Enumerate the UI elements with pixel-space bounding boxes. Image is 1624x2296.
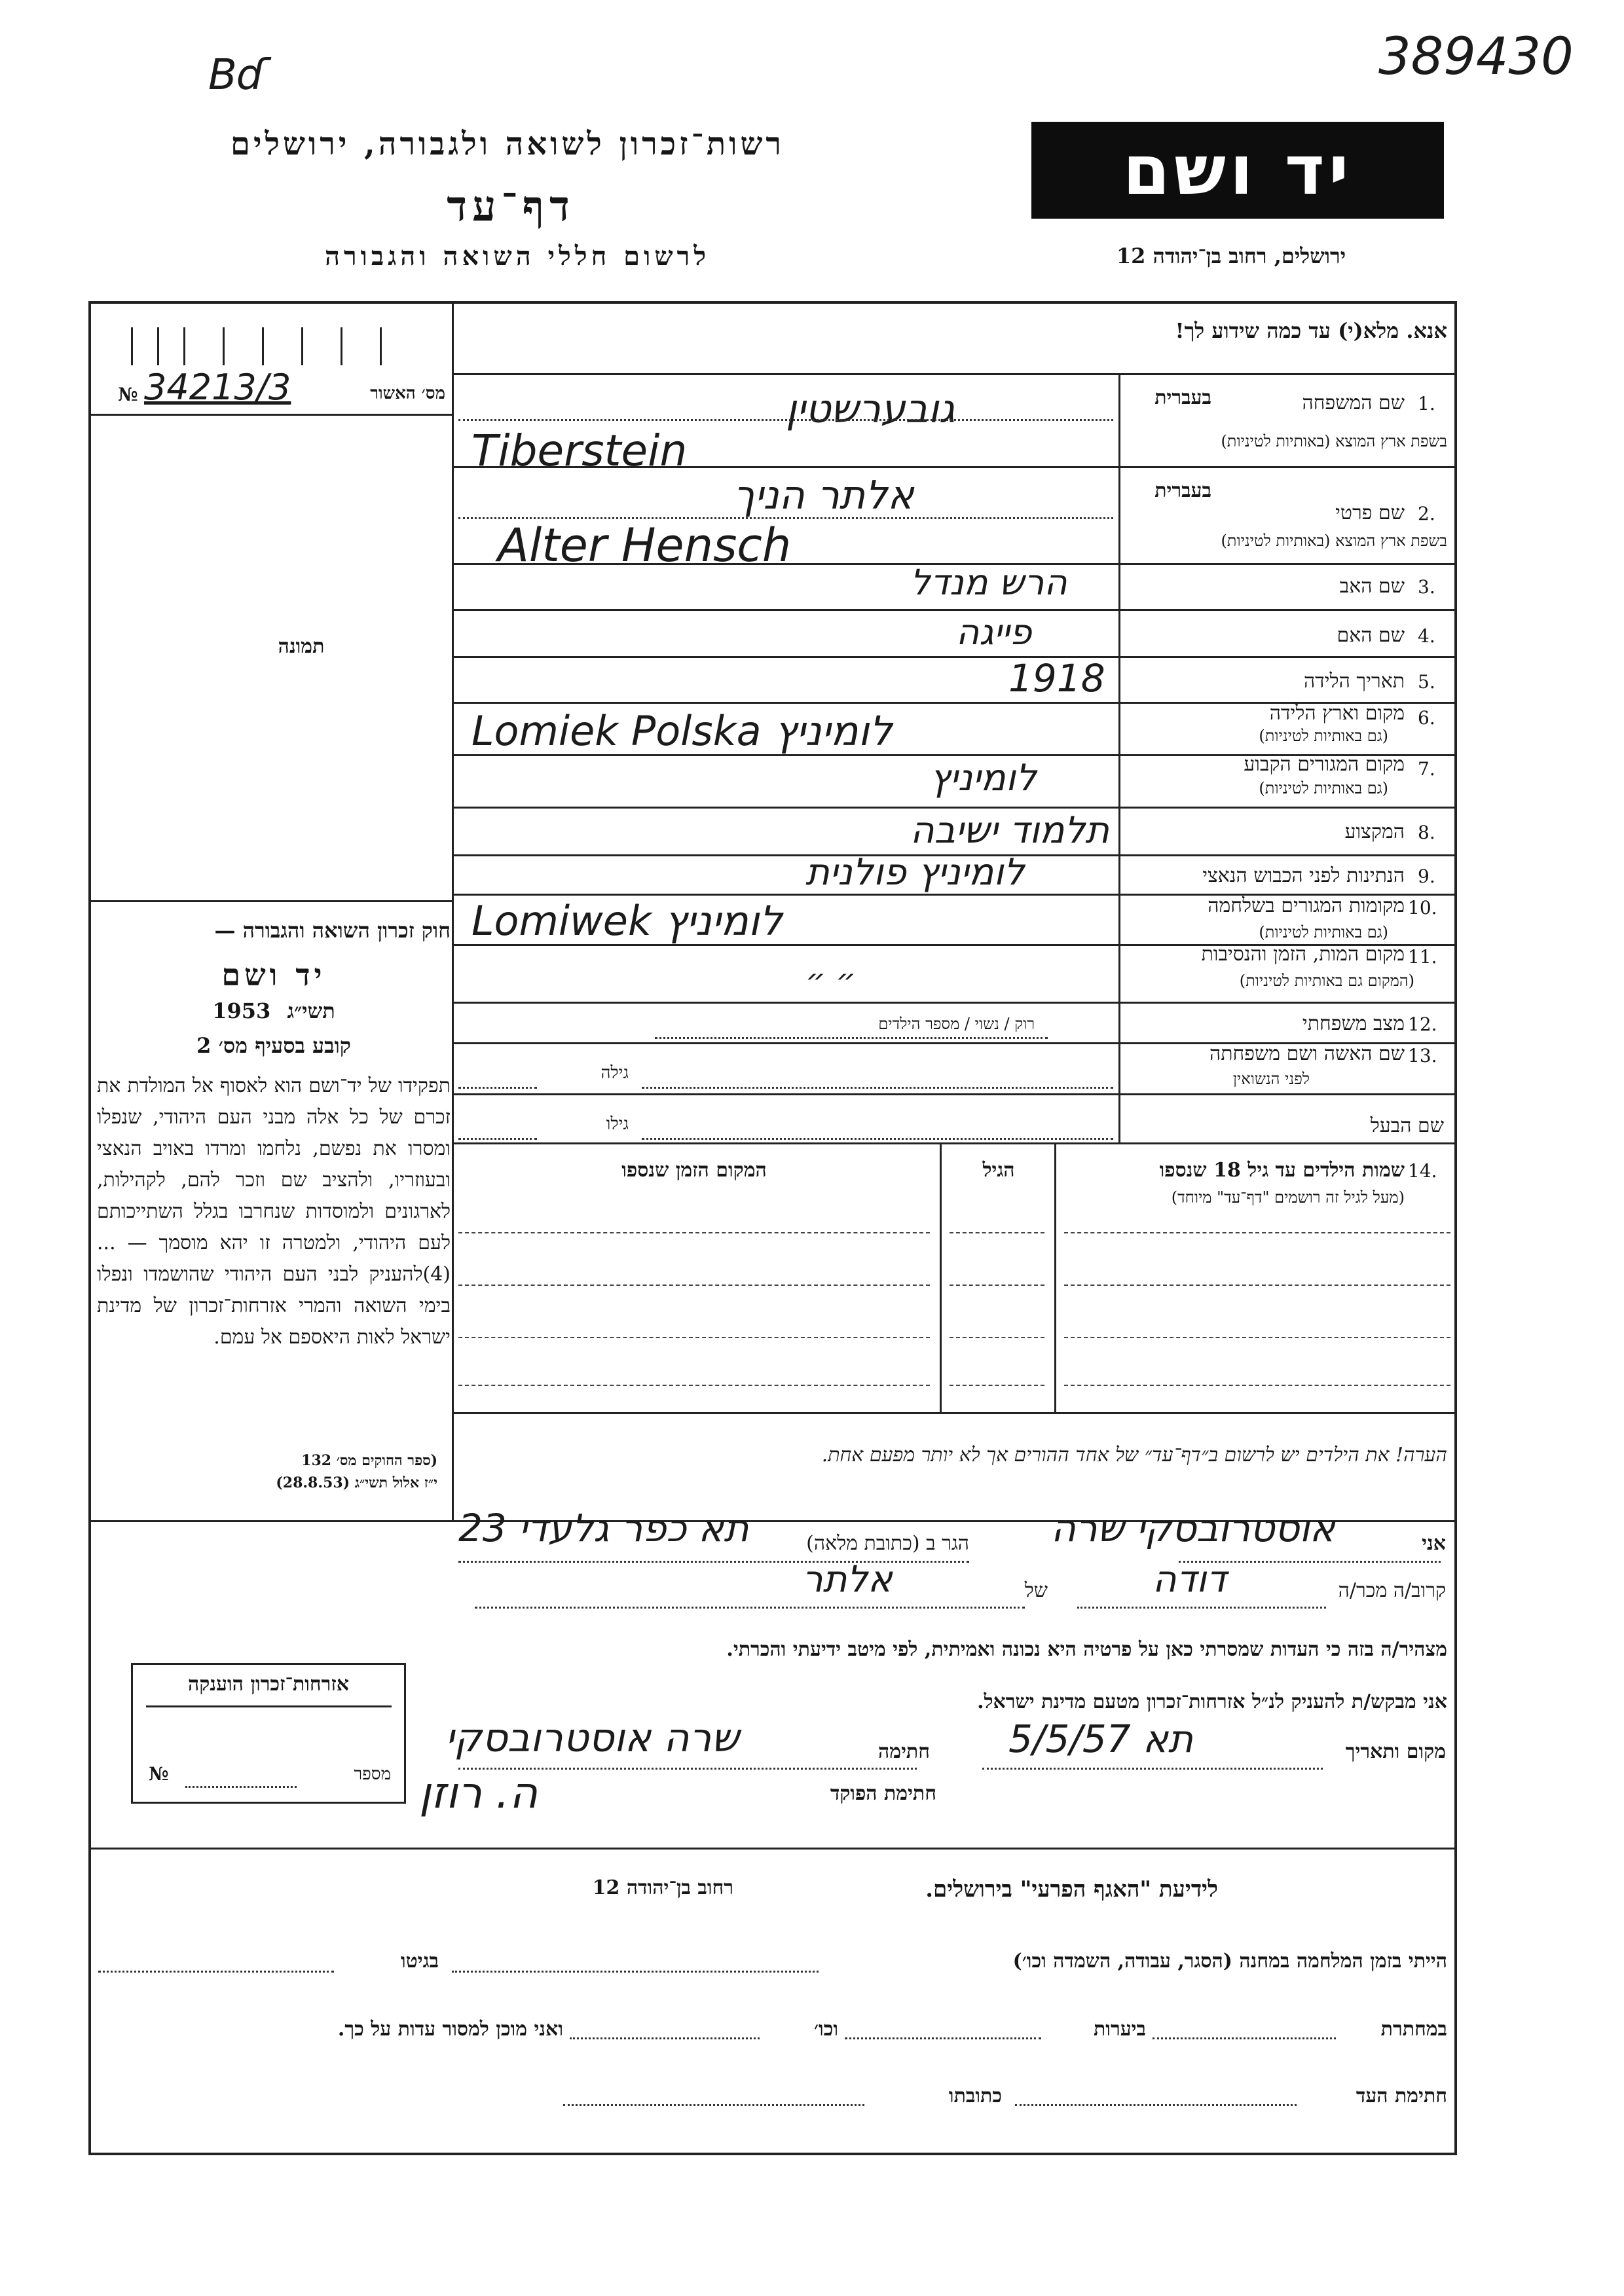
field-13-number: 13. [1408, 1045, 1437, 1066]
field-5-number: 5. [1418, 671, 1435, 693]
officer-signature: ה. רוזן [419, 1768, 538, 1818]
field-6-number: 6. [1418, 707, 1435, 729]
field-11-label: מקום המות, הזמן והנסיבות [1201, 943, 1405, 966]
bottom-title-address: רחוב בן־יהודה 12 [592, 1876, 733, 1899]
officer-signature-label: חתימת הפוקד [830, 1782, 936, 1805]
declaration-i-label: אני [1422, 1532, 1446, 1555]
bottom-address-label: כתובתו [948, 2085, 1002, 2107]
field-3-number: 3. [1418, 576, 1435, 598]
field-2-sublabel: בשפת ארץ המוצא (באותיות לטיניות) [1221, 532, 1447, 550]
field-9-value: לומיניץ פולנית [805, 851, 1025, 894]
relation-person: אלתר [802, 1558, 893, 1601]
field-13-age-label: גילה [600, 1063, 629, 1083]
field-10-number: 10. [1408, 897, 1437, 919]
field-10-value: Lomiwek לומיניץ [471, 897, 783, 945]
field-13-label: שם האשה ושם משפחתה [1209, 1042, 1405, 1065]
bottom-ghetto-label: בגיטו [400, 1950, 439, 1973]
field-14-place-header: המקום הזמן שנספו [621, 1159, 767, 1182]
field-8-number: 8. [1418, 822, 1435, 843]
citizenship-box-title: אזרחות־זכרון הוענקה [187, 1673, 350, 1696]
field-9-number: 9. [1418, 866, 1435, 887]
field-2-number: 2. [1418, 503, 1435, 524]
signature-label: חתימה [878, 1740, 930, 1763]
place-date-value: תא 5/5/57 [1008, 1717, 1194, 1761]
law-reference-1: (ספר החוקים מס׳ 132 [301, 1452, 437, 1469]
children-note: הערה! את הילדים יש לרשום ב״דף־עד״ של אחד ההורים אך לא יותר מפעם אחת. [821, 1444, 1447, 1467]
field-1-hebrew-value: גובערשטין [786, 386, 955, 432]
approval-ticks [92, 327, 452, 367]
field-13-sublabel: לפני הנשואין [1232, 1070, 1310, 1088]
field-14-number: 14. [1408, 1160, 1437, 1182]
declarant-address: תא כפר גלעדי 23 [458, 1506, 749, 1550]
field-4-label: שם האם [1337, 624, 1405, 647]
declarant-name: אוסטרובסקי שרה [1051, 1506, 1335, 1550]
field-1-hebrew-tag: בעברית [1154, 386, 1211, 409]
declaration-address-label: הגר ב (כתובת מלאה) [806, 1532, 969, 1555]
field-2-label: שם פרטי [1335, 501, 1405, 524]
relation-value: דודה [1153, 1558, 1227, 1601]
field-11-value: ״ ״ [805, 962, 857, 999]
law-name: יד ושם [221, 957, 326, 993]
field-1-number: 1. [1418, 393, 1435, 414]
husband-age-label: גילו [606, 1114, 629, 1134]
field-2-hebrew-value: אלתר הניך [733, 473, 914, 519]
intro-line: אנא. מלא(י) עד כמה שידוע לך! [1175, 318, 1447, 343]
field-7-sublabel: (גם באותיות לטיניות) [1259, 779, 1388, 797]
field-6-sublabel: (גם באותיות לטיניות) [1259, 727, 1388, 745]
handwritten-mark-left: Bɗ [208, 51, 268, 100]
bottom-forests-label: ביערות [1093, 2018, 1146, 2041]
bottom-etc-label: וכו׳ [814, 2018, 838, 2041]
field-14-label: שמות הילדים עד גיל 18 שנספו [1159, 1159, 1405, 1182]
bottom-testimony-offer: ואני מוכן למסור עדות על כך. [337, 2018, 563, 2041]
law-year: 1953 [212, 998, 271, 1023]
organization-line: רשות־זכרון לשואה ולגבורה, ירושלים [230, 126, 785, 162]
field-4-number: 4. [1418, 625, 1435, 647]
field-10-sublabel: (גם באותיות לטיניות) [1259, 923, 1388, 941]
place-date-label: מקום ותאריך [1345, 1740, 1446, 1763]
field-11-sublabel: (המקום גם באותיות לטיניות) [1239, 972, 1414, 990]
field-1-label: שם המשפחה [1302, 392, 1405, 414]
law-body: תפקידו של יד־ושם הוא לאסוף אל המולדת את זכרם של כל אלה מבני העם היהודי, שנפלו ומסרו את נפשם, נלחמו ומרדו באויב הנאצי ובעוזריו, ולהציב שם וזכר להם, לקהילות, לארגונים ולמוסדות שנחרבו בגלל השתייכותם לעם היהודי, ולמטרה זו יהא מוסמך — ...(4)להעניק לבני העם היהודי שהושמדו ונפלו בימי השואה והמרי אזרחות־זכרון של מדינת ישראל לאות היאספם אל עמם. [97, 1074, 451, 1349]
approval-label: מס׳ האשור [370, 384, 445, 403]
field-7-number: 7. [1418, 758, 1435, 780]
field-2-latin-value: Alter Hensch [498, 519, 792, 572]
husband-label: שם הבעל [1370, 1114, 1444, 1137]
law-reference-2: י״ז אלול תשי״ג (28.8.53) [276, 1474, 437, 1491]
field-7-value: לומיניץ [930, 757, 1037, 799]
field-12-value: רוק / נשוי / מספר הילדים [878, 1015, 1035, 1033]
field-10-label: מקומות המגורים בשלחמה [1208, 894, 1405, 917]
approval-number: 34213/3 [144, 367, 291, 408]
relation-of-label: של [1024, 1579, 1048, 1602]
field-1-latin-value: Tiberstein [471, 426, 688, 476]
law-year-hebrew: תשי״ג [287, 998, 335, 1023]
bottom-camp-line: הייתי בזמן המלחמה במחנה (הסגר, עבודה, השמדה וכו׳) [1012, 1950, 1447, 1973]
field-9-label: הנתינות לפני הכבוש הנאצי [1202, 864, 1405, 887]
bottom-underground-label: במחתרת [1380, 2018, 1447, 2041]
photo-label: תמונה [278, 635, 325, 658]
bottom-witness-signature-label: חתימת העד [1356, 2085, 1447, 2107]
field-8-value: תלמוד ישיבה [910, 809, 1109, 852]
yad-vashem-logo [1031, 122, 1444, 219]
field-14-age-header: הגיל [982, 1159, 1015, 1182]
citizenship-number-label: מספר [354, 1764, 391, 1784]
field-12-number: 12. [1408, 1013, 1437, 1035]
law-clause: קובע בסעיף מס׳ 2 [196, 1033, 351, 1058]
field-6-label: מקום וארץ הלידה [1269, 702, 1405, 725]
field-11-number: 11. [1408, 946, 1437, 968]
field-5-label: תאריך הלידה [1303, 670, 1405, 693]
field-6-value: Lomiek Polska לומיניץ [471, 707, 893, 755]
field-2-hebrew-tag: בעברית [1154, 479, 1211, 502]
field-3-label: שם האב [1339, 575, 1405, 598]
law-title: חוק זכרון השואה והגבורה — [214, 918, 451, 943]
form-subtitle: לרשום חללי השואה והגבורה [324, 241, 710, 272]
citizenship-no-sign: № [149, 1763, 169, 1785]
field-1-sublabel: בשפת ארץ המוצא (באותיות לטיניות) [1221, 432, 1447, 450]
field-3-value: הרש מנדל [910, 562, 1067, 603]
declaration-request: אני מבקש/ת להעניק לנ״ל אזרחות־זכרון מטעם מדינת ישראל. [977, 1690, 1447, 1713]
address: ירושלים, רחוב בן־יהודה 12 [1116, 244, 1346, 268]
field-14-sublabel: (מעל לגיל זה רושמים "דף־עד" מיוחד) [1171, 1188, 1405, 1207]
declarant-signature: שרה אוסטרובסקי [445, 1715, 739, 1761]
bottom-title: לידיעת "האגף הפרעי" בירושלים. [925, 1876, 1218, 1903]
field-7-label: מקום המגורים הקבוע [1244, 753, 1405, 776]
form-title: דף־עד [447, 182, 575, 231]
field-12-label: מצב משפחתי [1302, 1012, 1405, 1035]
logo-text: יד ושם [1122, 130, 1353, 210]
relation-label: קרוב/ה מכר/ה [1338, 1579, 1446, 1602]
field-8-label: המקצוע [1344, 820, 1405, 843]
citizenship-box [131, 1663, 406, 1804]
law-year-block [97, 998, 451, 1023]
declaration-statement: מצהיר/ה בזה כי העדות שמסרתי כאן על פרטיה היא נכונה ואמיתית, לפי מיטב ידיעתי והכרתי. [726, 1638, 1447, 1661]
approval-no-sign: № [118, 384, 138, 405]
handwritten-archive-number: 389430 [1378, 27, 1574, 86]
field-4-value: פייגה [956, 611, 1032, 653]
field-5-value: 1918 [1008, 656, 1105, 701]
